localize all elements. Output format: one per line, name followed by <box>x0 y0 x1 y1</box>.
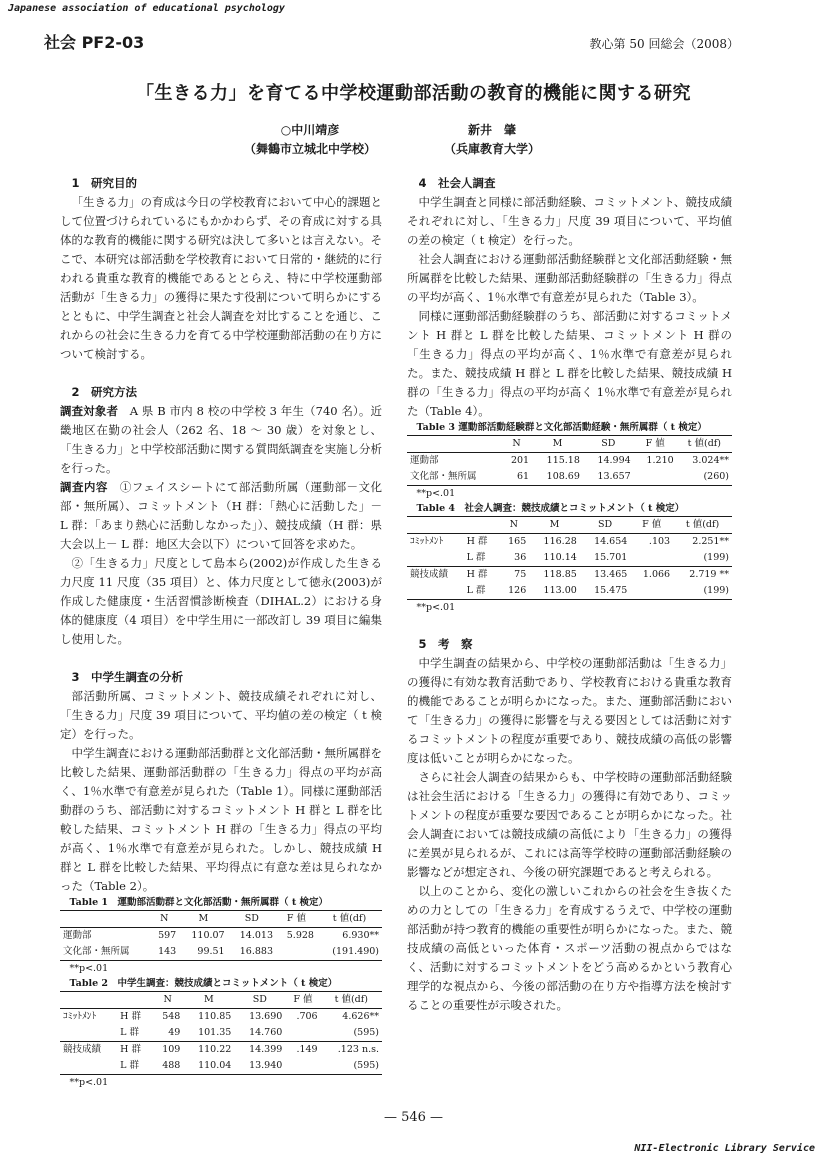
cell: 36 <box>514 552 527 563</box>
table-row <box>60 1025 382 1042</box>
body-paragraph: 部活動所属、コミットメント、競技成績それぞれに対し、「生きる力」尺度 39 項目について、平均値の差の検定（ t 検定）を行った。 <box>60 689 382 741</box>
row-label: 運動部 <box>410 455 439 466</box>
table-row <box>60 944 382 961</box>
cell: 1.066 <box>630 567 673 584</box>
lead-term: 調査対象者 <box>60 404 119 418</box>
cell: 110.22 <box>183 1042 234 1059</box>
table-1-caption: Table 1 運動部活動群と文化部活動・無所属群（ t 検定） <box>69 897 329 908</box>
cell: 101.35 <box>198 1027 232 1038</box>
table-row <box>407 469 732 486</box>
row-label: 文化部・無所属 <box>407 469 501 486</box>
cell <box>285 1058 320 1075</box>
row-label: L 群 <box>464 583 499 600</box>
cell: 16.883 <box>228 944 276 961</box>
column-header: F 値 <box>630 517 673 534</box>
cell: 75 <box>498 567 529 584</box>
author-2-affiliation: （兵庫教育大学） <box>443 142 540 156</box>
cell: (260) <box>677 469 732 486</box>
cell: 13.465 <box>580 567 631 584</box>
cell: 110.14 <box>543 552 577 563</box>
cell: 61 <box>501 469 532 486</box>
column-header: M <box>183 992 234 1009</box>
row-label: L 群 <box>466 552 486 563</box>
table-4 <box>407 516 732 600</box>
section-heading: 5 考 察 <box>418 637 473 651</box>
row-group: 競技成績 <box>407 567 464 584</box>
row-label: 運動部 <box>63 930 92 941</box>
section-heading: 3 中学生調査の分析 <box>71 670 184 684</box>
cell: 14.654 <box>594 536 628 547</box>
row-group <box>407 550 464 567</box>
body-paragraph: 「生きる力」の育成は今日の学校教育において中心的課題として位置づけられているにもかかわらず、その育成に対する具体的な教育的機能に関する研究は決して多いとは言えない。そこで、本研究は部活動を学校教育において日常的・継続的に行われる貴重な教育的機能であるととらえ、特に中学校運動部活動が「生きる力」の獲得に果たす役割について明らかにするとともに、中学生調査と社会人調査を対比することを通じ、これからの社会に生きる力を育てる中学校運動部活動の在り方について検討する。 <box>60 195 382 361</box>
cell: 597 <box>158 930 177 941</box>
cell: (595) <box>353 1027 379 1038</box>
author-1-affiliation: （舞鶴市立城北中学校） <box>243 142 376 156</box>
cell: 118.85 <box>529 567 580 584</box>
table-2 <box>60 991 382 1075</box>
cell: 126 <box>498 583 529 600</box>
cell: (595) <box>321 1058 382 1075</box>
column-header: t 値(df) <box>317 911 382 928</box>
cell <box>630 583 673 600</box>
row-group <box>60 1025 117 1042</box>
cell <box>634 469 677 486</box>
cell: 1.210 <box>646 455 674 466</box>
table-row <box>60 1042 382 1059</box>
service-banner: NII-Electronic Library Service <box>634 1143 815 1154</box>
column-header: F 値 <box>276 911 317 928</box>
session-id: 社会 PF2-03 <box>44 33 145 52</box>
society-banner: Japanese association of educational psychology <box>8 3 285 14</box>
cell: 109 <box>152 1042 183 1059</box>
row-group <box>407 583 464 600</box>
cell: 110.85 <box>198 1011 232 1022</box>
row-group <box>60 1058 117 1075</box>
body-paragraph: 中学生調査の結果から、中学校の運動部活動は「生きる力」の獲得に有効な教育活動であり、学校教育における貴重な教育的機能であることが明らかになった。また、運動部活動において「生きる力」の獲得に影響を与える要因としては活動に対するコミットメントの程度が重要であり、競技成績の高低の影響度は低いことが明らかになった。 <box>407 656 732 765</box>
cell: 14.760 <box>249 1027 283 1038</box>
column-header: N <box>501 436 532 453</box>
table-header-row <box>407 436 732 453</box>
body-paragraph <box>60 402 382 478</box>
cell: 13.657 <box>583 469 634 486</box>
cell <box>630 550 673 567</box>
table-row <box>407 583 732 600</box>
cell: 2.719 ** <box>673 567 732 584</box>
cell: (199) <box>673 583 732 600</box>
row-label: L 群 <box>117 1058 152 1075</box>
cell: .706 <box>296 1011 318 1022</box>
cell: 13.690 <box>249 1011 283 1022</box>
row-label: H 群 <box>117 1042 152 1059</box>
paragraph-text: A 県 B 市内 8 校の中学校 3 年生（740 名）。近畿地区在勤の社会人（262 名、18 ～ 30 歳）を対象とし、「生きる力」と中学校部活動に関する質問紙調査を実施し分析を行った。 <box>60 404 383 475</box>
table-1-note: **p<.01 <box>69 963 109 974</box>
table-row <box>60 1058 382 1075</box>
cell: 15.701 <box>594 552 628 563</box>
author-2-name: 新井 肇 <box>467 123 516 137</box>
cell <box>276 944 317 961</box>
table-header-row <box>60 992 382 1009</box>
row-label: H 群 <box>466 536 488 547</box>
cell <box>285 1025 320 1042</box>
table-row <box>60 928 382 945</box>
body-paragraph: 中学生調査と同様に部活動経験、コミットメント、競技成績それぞれに対し、「生きる力」尺度 39 項目について、平均値の差の検定（ t 検定）を行った。 <box>407 195 732 247</box>
right-column <box>407 174 732 1015</box>
paragraph-text: ①フェイスシートにて部活動所属（運動部－文化部・無所属）、コミットメント（H 群：「熱心に活動した」－ L 群：「あまり熱心に活動しなかった」）、競技成績（H 群：県大会以上－ L 群：地区大会以下）について回答を求めた。 <box>60 480 382 551</box>
cell: 488 <box>152 1058 183 1075</box>
column-header: M <box>179 911 227 928</box>
table-2-caption: Table 2 中学生調査：競技成績とコミットメント（ t 検定） <box>69 978 338 989</box>
row-group: ｺﾐｯﾄﾒﾝﾄ <box>63 1011 97 1022</box>
paper-title: 「生きる力」を育てる中学校運動部活動の教育的機能に関する研究 <box>136 83 691 104</box>
conference-label: 教心第 50 回総会（2008） <box>589 37 739 51</box>
cell: 110.04 <box>183 1058 234 1075</box>
row-group: ｺﾐｯﾄﾒﾝﾄ <box>410 536 444 547</box>
column-header: N <box>152 992 183 1009</box>
cell: .149 <box>285 1042 320 1059</box>
cell: 14.013 <box>239 930 274 941</box>
cell: 4.626** <box>342 1011 379 1022</box>
body-paragraph: 中学生調査における運動部活動群と文化部活動・無所属群を比較した結果、運動部活動群の「生きる力」得点の平均が高く、1％水準で有意差が見られた（Table 1）。同様に運動部活動群のうち、部活動に対するコミットメント H 群と L 群を比較した結果、コミットメント H 群の「生きる力」得点の平均が高く、1％水準で有意差が見られた。しかし、競技成績 H 群と L 群を比較した結果、平均得点に有意な差は見られなかった（Table 2）。 <box>60 746 382 893</box>
column-header: t 値(df) <box>673 517 732 534</box>
column-header: SD <box>234 992 285 1009</box>
body-paragraph: 社会人調査における運動部活動経験群と文化部活動経験・無所属群を比較した結果、運動部活動経験群の「生きる力」得点の平均が高く、1％水準で有意差が見られた（Table 3）。 <box>407 252 732 304</box>
body-paragraph: 以上のことから、変化の激しいこれからの社会を生き抜くための力としての「生きる力」を育成するうえで、中学校の運動部活動が持つ教育的機能の重要性が明らかになった。また、競技成績の高低といった体育・スポーツ活動の視点からではなく、活動に対するコミットメントをどう高めるかという教育心理学的な視点から、今後の部活動の在り方や指導方法を検討することの重要性が示唆された。 <box>407 884 732 1012</box>
column-header: SD <box>583 436 634 453</box>
column-header: t 値(df) <box>677 436 732 453</box>
body-paragraph <box>60 478 382 554</box>
body-paragraph: ②「生きる力」尺度として島本ら(2002)が作成した生きる力尺度 11 尺度（35 項目）と、体力尺度として徳永(2003)が作成した健康度・生活習慣診断検査（DIHAL.2）における身体的健康度（4 項目）を中学生用に一部改訂し 39 項目に編集し使用した。 <box>60 556 382 646</box>
column-header: SD <box>228 911 276 928</box>
cell: 15.475 <box>580 583 631 600</box>
cell: 3.024** <box>692 455 729 466</box>
cell: 99.51 <box>179 944 227 961</box>
table-row <box>407 550 732 567</box>
body-paragraph: 同様に運動部活動経験群のうち、部活動に対するコミットメント H 群と L 群を比較した結果、コミットメント H 群の「生きる力」得点の平均が高く、1％水準で有意差が見られた。また、競技成績 H 群と L 群を比較した結果、競技成績 H 群の「生きる力」得点の平均が高く 1％水準で有意差が見られた（Table 4）。 <box>407 309 732 418</box>
row-label: H 群 <box>120 1011 141 1022</box>
table-header-row <box>407 517 732 534</box>
section-heading: 2 研究方法 <box>71 385 138 399</box>
cell: 113.00 <box>529 583 580 600</box>
cell: 108.69 <box>532 469 583 486</box>
cell: 116.28 <box>543 536 577 547</box>
cell: (199) <box>703 552 729 563</box>
cell: 115.18 <box>546 455 580 466</box>
cell: 143 <box>149 944 179 961</box>
row-label: L 群 <box>120 1027 140 1038</box>
column-header: N <box>149 911 179 928</box>
author-2 <box>392 121 592 159</box>
table-row <box>60 1009 382 1026</box>
cell: 201 <box>510 455 530 466</box>
column-header: F 値 <box>285 992 320 1009</box>
cell: 5.928 <box>286 930 314 941</box>
table-4-note: **p<.01 <box>416 602 456 613</box>
table-1 <box>60 910 382 961</box>
cell: 13.940 <box>234 1058 285 1075</box>
column-header: SD <box>580 517 631 534</box>
cell: 548 <box>162 1011 181 1022</box>
section-heading: 4 社会人調査 <box>418 176 496 190</box>
table-row <box>407 534 732 551</box>
author-1 <box>210 121 410 159</box>
row-label: 文化部・無所属 <box>60 944 149 961</box>
column-header: N <box>498 517 529 534</box>
body-paragraph: さらに社会人調査の結果からも、中学校時の運動部活動経験は社会生活における「生きる力」の獲得に有効であり、コミットメントの程度が重要な要因であることが明らかになった。社会人調査においては競技成績の高低により「生きる力」の獲得に差異が見られるが、これには高等学校時の運動部活動経験の影響などが想定され、今後の研究課題であると考えられる。 <box>407 770 732 879</box>
page-number: — 546 — <box>383 1110 444 1125</box>
table-4-caption: Table 4 社会人調査：競技成績とコミットメント（ t 検定） <box>416 503 685 514</box>
table-row <box>407 567 732 584</box>
table-3 <box>407 435 732 486</box>
cell: .103 <box>648 536 671 547</box>
column-header: F 値 <box>634 436 677 453</box>
cell: 110.07 <box>191 930 225 941</box>
column-header: M <box>532 436 583 453</box>
cell: 14.994 <box>597 455 631 466</box>
cell: 2.251** <box>692 536 729 547</box>
table-header-row <box>60 911 382 928</box>
left-column <box>60 174 382 1091</box>
cell: .123 n.s. <box>321 1042 382 1059</box>
cell: 14.399 <box>234 1042 285 1059</box>
table-3-caption: Table 3 運動部活動経験群と文化部活動経験・無所属群（ t 検定） <box>416 422 707 433</box>
table-2-note: **p<.01 <box>69 1077 109 1088</box>
cell: 49 <box>168 1027 181 1038</box>
section-heading: 1 研究目的 <box>71 176 138 190</box>
cell: (191.490) <box>317 944 382 961</box>
column-header: t 値(df) <box>321 992 382 1009</box>
column-header: M <box>529 517 580 534</box>
cell: 6.930** <box>342 930 379 941</box>
table-row <box>407 453 732 470</box>
row-label: H 群 <box>464 567 499 584</box>
lead-term: 調査内容 <box>60 480 108 494</box>
author-1-name: ○中川靖彦 <box>280 123 340 137</box>
cell: 165 <box>508 536 527 547</box>
row-group: 競技成績 <box>60 1042 117 1059</box>
table-3-note: **p<.01 <box>416 488 456 499</box>
